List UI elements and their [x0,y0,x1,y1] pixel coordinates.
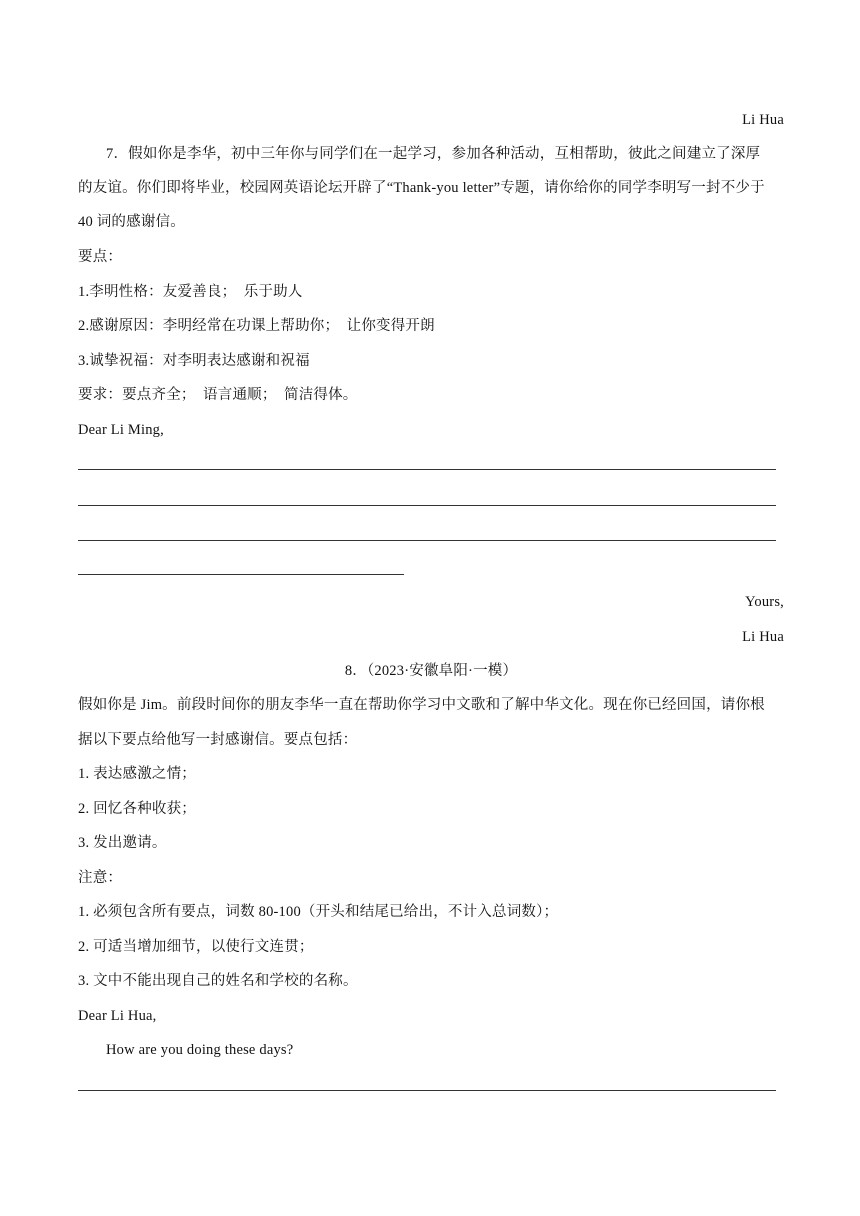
answer-line [78,469,776,470]
signature-previous: Li Hua [742,112,784,128]
q7-prompt-line-3: 40 词的感谢信。 [78,214,185,230]
q7-prompt-line-2: 的友谊。你们即将毕业，校园网英语论坛开辟了“Thank-you letter”专题，请你给你的同学李明写一封不少于 [78,180,765,196]
q8-note-1: 1. 必须包含所有要点，词数 80-100（开头和结尾已给出，不计入总词数）； [78,904,559,920]
q8-opening-sentence: How are you doing these days? [106,1042,294,1058]
q8-salutation: Dear Li Hua, [78,1008,157,1024]
answer-line [78,1090,776,1091]
q7-requirement: 要求：要点齐全； 语言通顺； 简洁得体。 [78,387,358,403]
answer-line [78,574,404,575]
q8-header: 8．（2023·安徽阜阳·一模） [344,663,518,679]
q7-point-1: 1.李明性格：友爱善良； 乐于助人 [78,284,303,300]
q7-salutation: Dear Li Ming, [78,422,164,438]
q7-closing: Yours, [745,594,784,610]
answer-line [78,505,776,506]
q8-note-3: 3. 文中不能出现自己的姓名和学校的名称。 [78,973,358,989]
q7-signature: Li Hua [742,629,784,645]
q8-notes-title: 注意： [78,870,123,886]
q8-prompt-line-2: 据以下要点给他写一封感谢信。要点包括： [78,732,358,748]
q8-note-2: 2. 可适当增加细节，以使行文连贯； [78,939,314,955]
q8-point-2: 2. 回忆各种收获； [78,801,196,817]
q8-point-1: 1. 表达感激之情； [78,766,196,782]
q7-point-3: 3.诚挚祝福：对李明表达感谢和祝福 [78,353,310,369]
answer-line [78,540,776,541]
q7-prompt-line-1: 7．假如你是李华，初中三年你与同学们在一起学习，参加各种活动，互相帮助，彼此之间建立了深厚 [106,146,761,162]
q7-points-title: 要点： [78,249,123,265]
q8-prompt-line-1: 假如你是 Jim。前段时间你的朋友李华一直在帮助你学习中文歌和了解中华文化。现在你已经回国，请你根 [78,697,765,713]
q8-point-3: 3. 发出邀请。 [78,835,167,851]
q7-point-2: 2.感谢原因：李明经常在功课上帮助你； 让你变得开朗 [78,318,435,334]
